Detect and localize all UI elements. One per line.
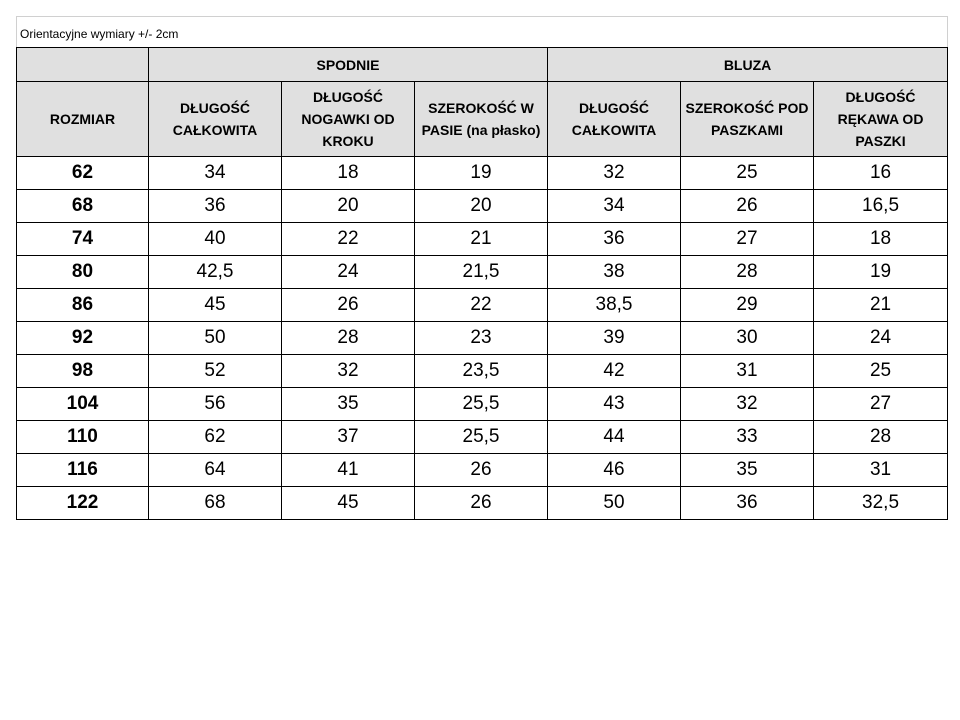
sweatshirt-chest-cell: 27	[681, 223, 814, 256]
sweatshirt-total-length-cell: 38	[548, 256, 681, 289]
sweatshirt-total-length-cell: 46	[548, 454, 681, 487]
table-row	[17, 487, 948, 520]
sweatshirt-sleeve-cell: 21	[814, 289, 948, 322]
sweatshirt-total-length-cell: 42	[548, 355, 681, 388]
size-cell: 98	[17, 355, 149, 388]
sweatshirt-chest-cell: 31	[681, 355, 814, 388]
size-cell: 116	[17, 454, 149, 487]
header-trousers-total-length: DŁUGOŚĆ CAŁKOWITA	[149, 82, 282, 157]
sweatshirt-chest-cell: 36	[681, 487, 814, 520]
size-cell: 80	[17, 256, 149, 289]
trousers-total-length-cell: 34	[149, 157, 282, 190]
trousers-waist-cell: 26	[415, 487, 548, 520]
sweatshirt-sleeve-cell: 32,5	[814, 487, 948, 520]
sweatshirt-total-length-cell: 38,5	[548, 289, 681, 322]
group-header-empty	[17, 48, 149, 82]
header-sweatshirt-chest: SZEROKOŚĆ POD PASZKAMI	[681, 82, 814, 157]
header-sweatshirt-sleeve: DŁUGOŚĆ RĘKAWA OD PASZKI	[814, 82, 948, 157]
sweatshirt-sleeve-cell: 19	[814, 256, 948, 289]
table-row	[17, 256, 948, 289]
trousers-inseam-cell: 32	[282, 355, 415, 388]
size-cell: 86	[17, 289, 149, 322]
trousers-waist-cell: 23,5	[415, 355, 548, 388]
size-cell: 74	[17, 223, 149, 256]
trousers-inseam-cell: 18	[282, 157, 415, 190]
trousers-total-length-cell: 52	[149, 355, 282, 388]
header-sweatshirt-total-length: DŁUGOŚĆ CAŁKOWITA	[548, 82, 681, 157]
column-header-row	[17, 82, 948, 157]
measurement-note: Orientacyjne wymiary +/- 2cm	[17, 17, 948, 48]
trousers-waist-cell: 25,5	[415, 388, 548, 421]
table-row	[17, 388, 948, 421]
trousers-inseam-cell: 22	[282, 223, 415, 256]
trousers-total-length-cell: 62	[149, 421, 282, 454]
size-cell: 68	[17, 190, 149, 223]
group-header-row	[17, 48, 948, 82]
table-row	[17, 421, 948, 454]
sweatshirt-chest-cell: 32	[681, 388, 814, 421]
table-row	[17, 223, 948, 256]
sweatshirt-total-length-cell: 34	[548, 190, 681, 223]
header-size: ROZMIAR	[17, 82, 149, 157]
sweatshirt-sleeve-cell: 16	[814, 157, 948, 190]
sweatshirt-sleeve-cell: 24	[814, 322, 948, 355]
trousers-waist-cell: 20	[415, 190, 548, 223]
trousers-inseam-cell: 37	[282, 421, 415, 454]
size-cell: 104	[17, 388, 149, 421]
sweatshirt-total-length-cell: 50	[548, 487, 681, 520]
group-header-trousers: SPODNIE	[149, 48, 548, 82]
table-row	[17, 190, 948, 223]
header-trousers-waist: SZEROKOŚĆ W PASIE (na płasko)	[415, 82, 548, 157]
header-trousers-inseam: DŁUGOŚĆ NOGAWKI OD KROKU	[282, 82, 415, 157]
size-cell: 110	[17, 421, 149, 454]
trousers-inseam-cell: 35	[282, 388, 415, 421]
sweatshirt-total-length-cell: 39	[548, 322, 681, 355]
trousers-waist-cell: 22	[415, 289, 548, 322]
group-header-sweatshirt: BLUZA	[548, 48, 948, 82]
trousers-inseam-cell: 26	[282, 289, 415, 322]
sweatshirt-chest-cell: 25	[681, 157, 814, 190]
trousers-total-length-cell: 40	[149, 223, 282, 256]
trousers-inseam-cell: 20	[282, 190, 415, 223]
trousers-total-length-cell: 68	[149, 487, 282, 520]
sweatshirt-sleeve-cell: 28	[814, 421, 948, 454]
trousers-waist-cell: 26	[415, 454, 548, 487]
sweatshirt-total-length-cell: 43	[548, 388, 681, 421]
sweatshirt-chest-cell: 28	[681, 256, 814, 289]
trousers-waist-cell: 25,5	[415, 421, 548, 454]
trousers-inseam-cell: 41	[282, 454, 415, 487]
table-row	[17, 355, 948, 388]
note-row	[17, 17, 948, 48]
trousers-waist-cell: 21	[415, 223, 548, 256]
table-row	[17, 322, 948, 355]
trousers-inseam-cell: 45	[282, 487, 415, 520]
trousers-waist-cell: 23	[415, 322, 548, 355]
sweatshirt-chest-cell: 35	[681, 454, 814, 487]
sweatshirt-chest-cell: 29	[681, 289, 814, 322]
size-cell: 62	[17, 157, 149, 190]
size-cell: 92	[17, 322, 149, 355]
table-row	[17, 454, 948, 487]
table-row	[17, 157, 948, 190]
sweatshirt-chest-cell: 26	[681, 190, 814, 223]
sweatshirt-total-length-cell: 44	[548, 421, 681, 454]
trousers-inseam-cell: 28	[282, 322, 415, 355]
table-row	[17, 289, 948, 322]
trousers-total-length-cell: 42,5	[149, 256, 282, 289]
trousers-total-length-cell: 50	[149, 322, 282, 355]
sweatshirt-total-length-cell: 32	[548, 157, 681, 190]
trousers-total-length-cell: 36	[149, 190, 282, 223]
trousers-total-length-cell: 64	[149, 454, 282, 487]
size-chart-table	[16, 16, 948, 520]
sweatshirt-chest-cell: 33	[681, 421, 814, 454]
sweatshirt-sleeve-cell: 18	[814, 223, 948, 256]
trousers-total-length-cell: 56	[149, 388, 282, 421]
sweatshirt-total-length-cell: 36	[548, 223, 681, 256]
size-cell: 122	[17, 487, 149, 520]
sweatshirt-chest-cell: 30	[681, 322, 814, 355]
trousers-waist-cell: 21,5	[415, 256, 548, 289]
trousers-total-length-cell: 45	[149, 289, 282, 322]
sweatshirt-sleeve-cell: 27	[814, 388, 948, 421]
trousers-waist-cell: 19	[415, 157, 548, 190]
sweatshirt-sleeve-cell: 25	[814, 355, 948, 388]
sweatshirt-sleeve-cell: 16,5	[814, 190, 948, 223]
sweatshirt-sleeve-cell: 31	[814, 454, 948, 487]
trousers-inseam-cell: 24	[282, 256, 415, 289]
